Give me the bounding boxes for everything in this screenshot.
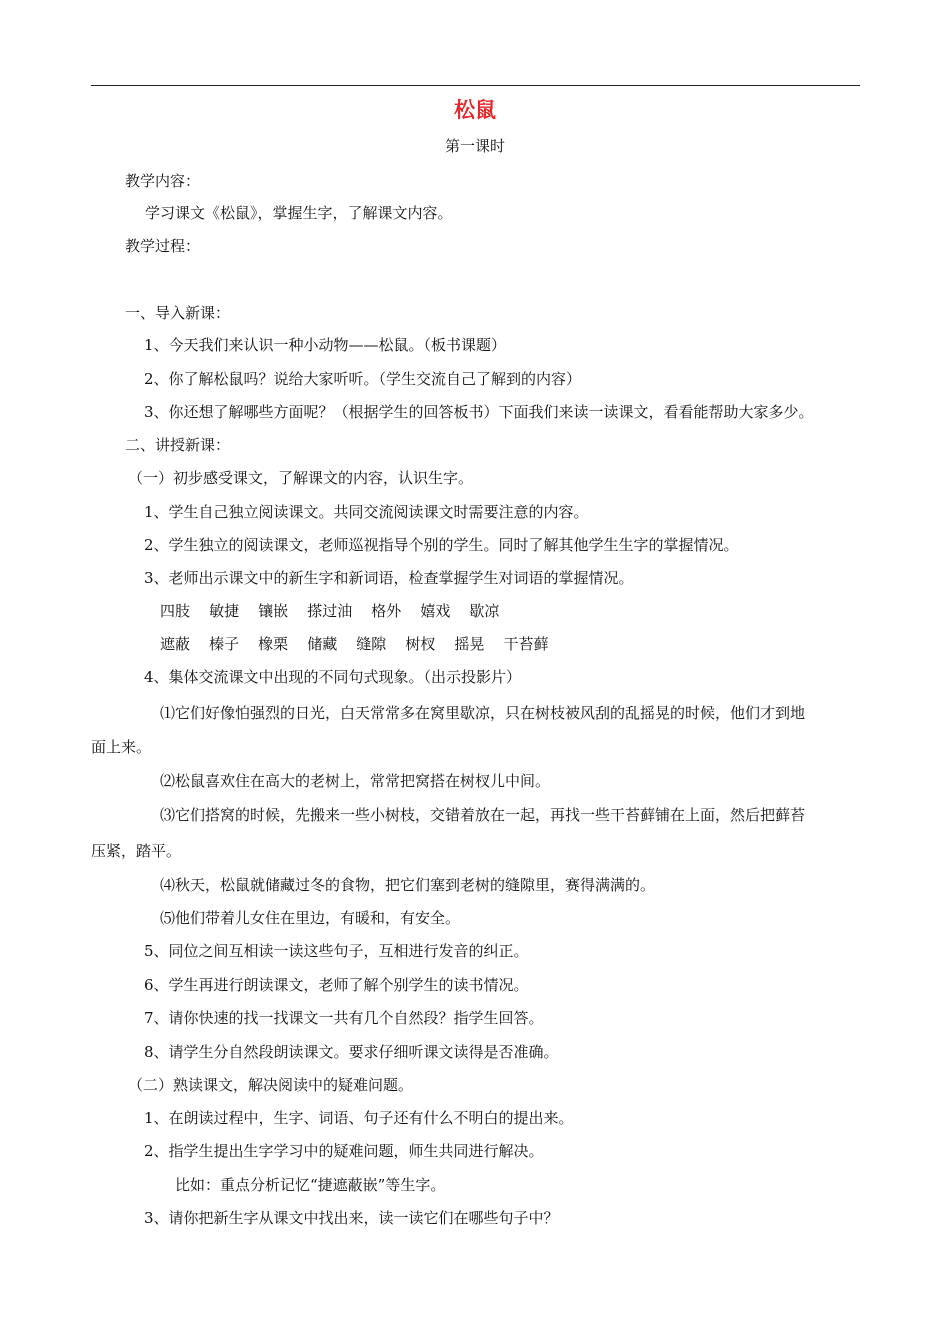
lesson-period-subtitle: 第一课时 bbox=[444, 137, 505, 155]
step-line: 1、学生自己独立阅读课文。共同交流阅读课文时需要注意的内容。 bbox=[144, 503, 589, 521]
vocabulary-row: 遮蔽 榛子 橡栗 储藏 缝隙 树杈 摇晃 干苔藓 bbox=[160, 635, 549, 653]
step-line: 8、请学生分自然段朗读课文。要求仔细听课文读得是否准确。 bbox=[144, 1043, 559, 1061]
step-line: 2、指学生提出生字学习中的疑难问题，师生共同进行解决。 bbox=[144, 1142, 544, 1160]
step-line: 3、你还想了解哪些方面呢？（根据学生的回答板书）下面我们来读一读课文，看看能帮助大家多少。 bbox=[144, 403, 814, 421]
section-label-content: 教学内容： bbox=[125, 172, 201, 190]
section-label-process: 教学过程： bbox=[125, 237, 201, 255]
step-line: 1、在朗读过程中，生字、词语、句子还有什么不明白的提出来。 bbox=[144, 1109, 574, 1127]
step-line: 2、你了解松鼠吗？说给大家听听。（学生交流自己了解到的内容） bbox=[144, 370, 582, 388]
step-line: 2、学生独立的阅读课文，老师巡视指导个别的学生。同时了解其他学生生字的掌握情况。 bbox=[144, 536, 739, 554]
step-line: 5、同位之间互相读一读这些句子，互相进行发音的纠正。 bbox=[144, 942, 529, 960]
step-line: 7、请你快速的找一找课文一共有几个自然段？指学生回答。 bbox=[144, 1009, 544, 1027]
step-line: 1、今天我们来认识一种小动物——松鼠。（板书课题） bbox=[144, 336, 507, 354]
vocabulary-row: 四肢 敏捷 镶嵌 搽过油 格外 嬉戏 歇凉 bbox=[160, 602, 500, 620]
heading-intro: 一、导入新课： bbox=[125, 304, 231, 322]
subheading-part-two: （二）熟读课文，解决阅读中的疑难问题。 bbox=[128, 1076, 414, 1094]
sentence-continuation: 压紧，踏平。 bbox=[91, 842, 182, 860]
content-text: 学习课文《松鼠》，掌握生字，了解课文内容。 bbox=[145, 204, 453, 222]
step-line: 3、老师出示课文中的新生字和新词语，检查掌握学生对词语的掌握情况。 bbox=[144, 569, 634, 587]
sentence-example: ⑵松鼠喜欢住在高大的老树上，常常把窝搭在树杈儿中间。 bbox=[160, 772, 551, 790]
subheading-part-one: （一）初步感受课文，了解课文的内容，认识生字。 bbox=[128, 469, 474, 487]
sentence-continuation: 面上来。 bbox=[91, 738, 152, 756]
heading-new-lesson: 二、讲授新课： bbox=[125, 436, 231, 454]
sentence-example: ⑷秋天，松鼠就储藏过冬的食物，把它们塞到老树的缝隙里，赛得满满的。 bbox=[160, 876, 656, 894]
step-line: 4、集体交流课文中出现的不同句式现象。（出示投影片） bbox=[144, 668, 522, 686]
header-rule bbox=[91, 85, 860, 86]
sentence-example: ⑶它们搭窝的时候，先搬来一些小树枝，交错着放在一起，再找一些干苔藓铺在上面，然后把藓苔 bbox=[160, 806, 806, 824]
step-line: 3、请你把新生字从课文中找出来，读一读它们在哪些句子中？ bbox=[144, 1209, 559, 1227]
sentence-example: ⑴它们好像怕强烈的日光，白天常常多在窝里歇凉，只在树枝被风刮的乱摇晃的时候，他们才到地 bbox=[160, 704, 806, 722]
sentence-example: ⑸他们带着儿女住在里边，有暖和，有安全。 bbox=[160, 909, 461, 927]
document-title: 松鼠 bbox=[454, 98, 496, 122]
example-note: 比如：重点分析记忆“捷遮蔽嵌”等生字。 bbox=[175, 1176, 446, 1194]
step-line: 6、学生再进行朗读课文，老师了解个别学生的读书情况。 bbox=[144, 976, 529, 994]
